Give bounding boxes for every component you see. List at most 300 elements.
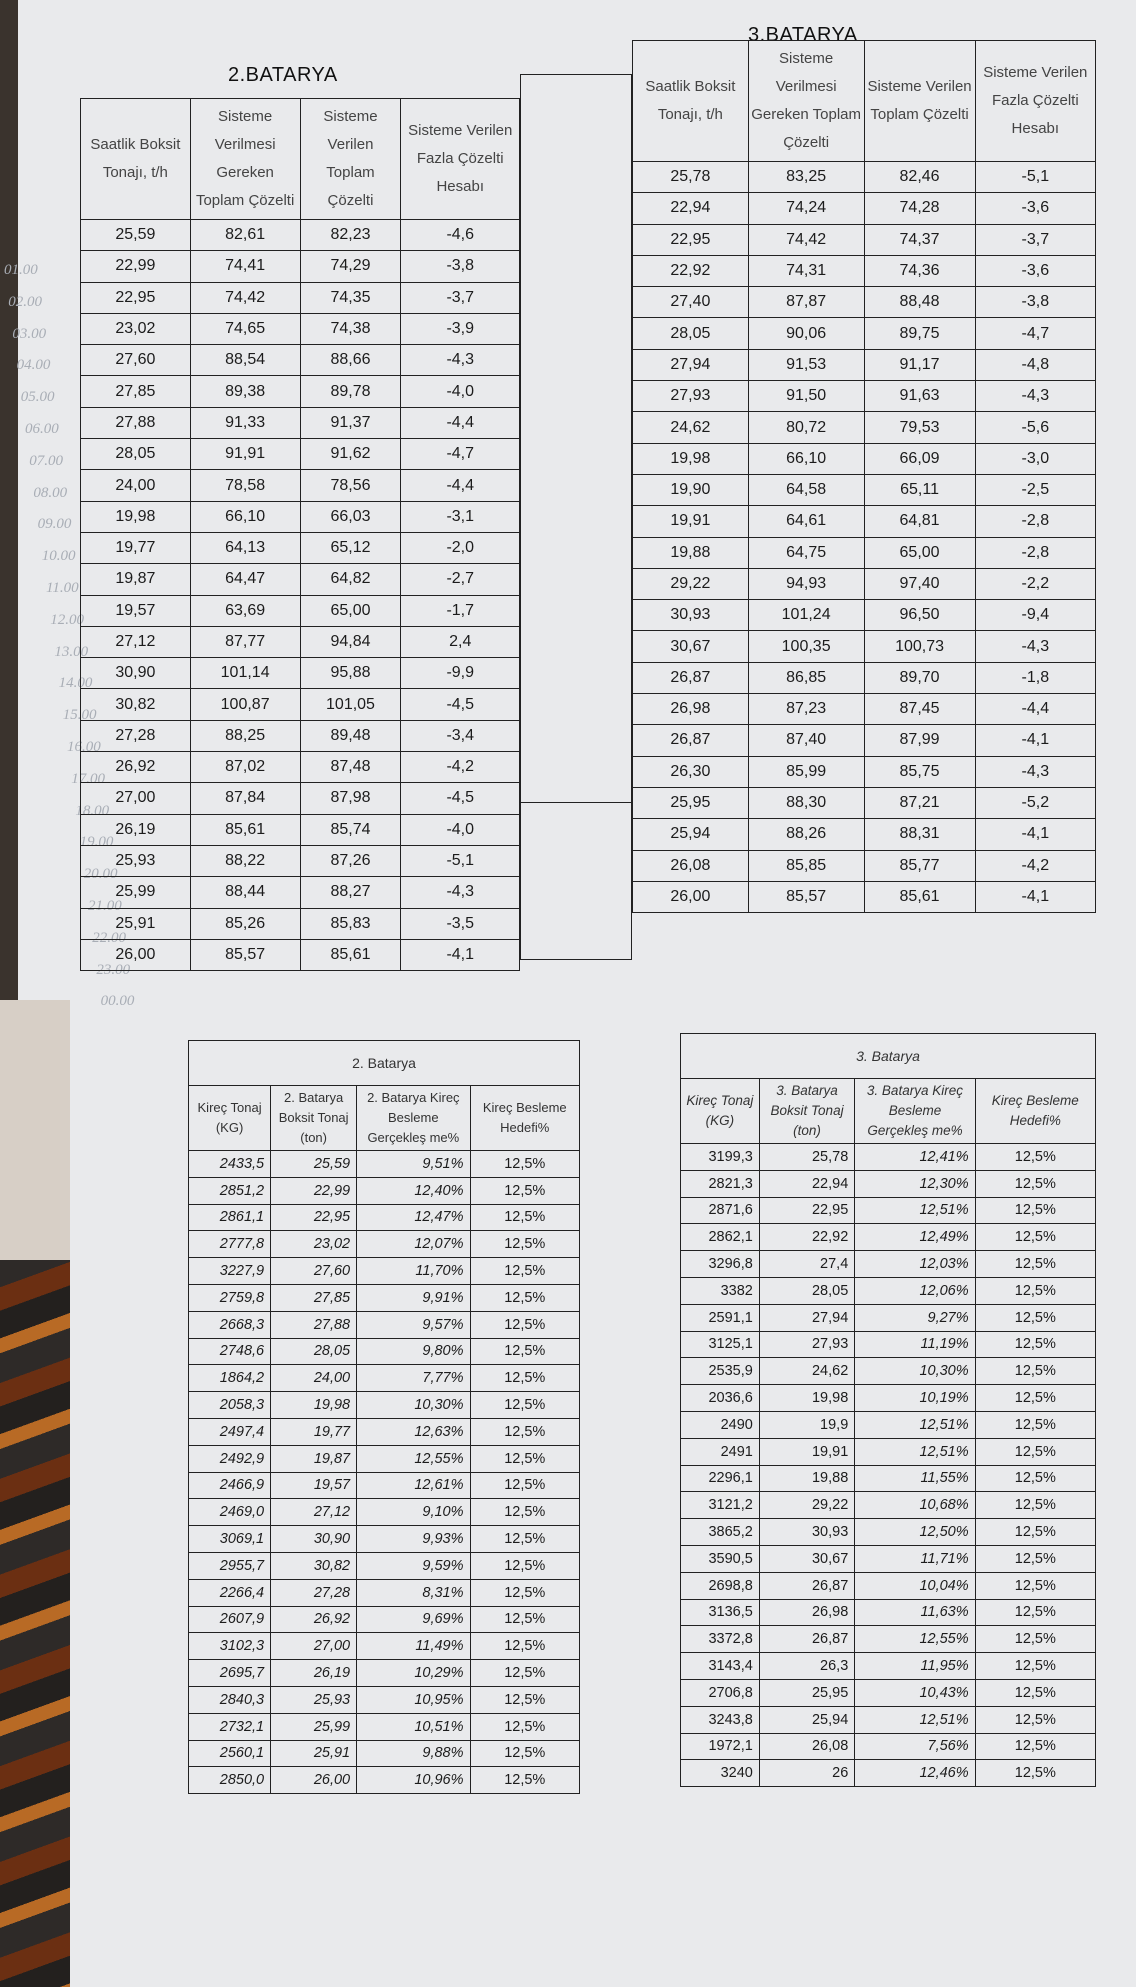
table-cell: 24,00	[271, 1365, 357, 1392]
table-cell: 12,5%	[470, 1151, 580, 1178]
table-cell: 2668,3	[189, 1311, 271, 1338]
table-cell: 23,02	[81, 313, 191, 344]
table-row	[633, 694, 1096, 725]
table-row	[681, 1358, 1096, 1385]
table-row	[681, 1733, 1096, 1760]
table-row	[189, 1365, 580, 1392]
table-cell: -4,1	[975, 819, 1095, 850]
table-cell: 91,91	[190, 439, 300, 470]
table-cell: 2871,6	[681, 1197, 760, 1224]
table-row	[81, 407, 520, 438]
table-cell: 12,06%	[855, 1277, 975, 1304]
table-cell: 88,30	[748, 787, 864, 818]
table-cell: 22,94	[633, 193, 749, 224]
table-cell: 87,84	[190, 783, 300, 814]
table-row	[189, 1418, 580, 1445]
table-cell: 2840,3	[189, 1686, 271, 1713]
table-cell: 25,59	[271, 1151, 357, 1178]
table-cell: 26,08	[759, 1733, 854, 1760]
table-cell: 12,47%	[357, 1204, 470, 1231]
table-cell: 23,02	[271, 1231, 357, 1258]
table-cell: -3,9	[401, 313, 520, 344]
table-cell: 26,98	[759, 1599, 854, 1626]
table-cell: 22,92	[633, 255, 749, 286]
table-cell: 82,46	[864, 162, 975, 193]
table-cell: -2,8	[975, 537, 1095, 568]
table-row	[681, 1465, 1096, 1492]
table-cell: 11,63%	[855, 1599, 975, 1626]
table-cell: 10,19%	[855, 1385, 975, 1412]
table-row	[189, 1713, 580, 1740]
table-cell: 19,98	[633, 443, 749, 474]
table-cell: 27,00	[81, 783, 191, 814]
table-cell: 26,87	[633, 725, 749, 756]
table-cell: 74,65	[190, 313, 300, 344]
table-cell: 94,93	[748, 568, 864, 599]
table-cell: 19,98	[271, 1392, 357, 1419]
table-cell: 101,05	[300, 689, 401, 720]
table-cell: 12,5%	[975, 1519, 1095, 1546]
table-row	[633, 318, 1096, 349]
hour-note: 12.00	[50, 611, 84, 628]
table-cell: 26,92	[81, 752, 191, 783]
table-cell: 25,95	[759, 1679, 854, 1706]
table-cell: 12,41%	[855, 1144, 975, 1171]
table-cell: 12,5%	[470, 1445, 580, 1472]
table-cell: 2759,8	[189, 1284, 271, 1311]
table-cell: 9,93%	[357, 1526, 470, 1553]
table-row	[81, 501, 520, 532]
table-cell: 11,55%	[855, 1465, 975, 1492]
table-cell: 24,00	[81, 470, 191, 501]
table-cell: 2466,9	[189, 1472, 271, 1499]
table-cell: 3372,8	[681, 1626, 760, 1653]
table-cell: -4,6	[401, 220, 520, 251]
table-cell: 65,00	[864, 537, 975, 568]
table-cell: 80,72	[748, 412, 864, 443]
table-cell: 12,5%	[470, 1338, 580, 1365]
table-cell: 78,58	[190, 470, 300, 501]
table-row	[633, 725, 1096, 756]
header-bauxite-tonnage: 3. Batarya Boksit Tonaj (ton)	[759, 1079, 854, 1144]
table-cell: 12,5%	[975, 1170, 1095, 1197]
table-cell: 91,53	[748, 349, 864, 380]
table-cell: 3143,4	[681, 1653, 760, 1680]
table-cell: 12,5%	[470, 1392, 580, 1419]
table-row	[633, 412, 1096, 443]
table-cell: 27,85	[81, 376, 191, 407]
hour-note: 14.00	[58, 675, 93, 692]
table-cell: 22,95	[759, 1197, 854, 1224]
table-cell: 100,87	[190, 689, 300, 720]
hour-note: 08.00	[33, 484, 68, 501]
table-row	[681, 1492, 1096, 1519]
hour-note: 06.00	[25, 421, 59, 437]
table-cell: 1864,2	[189, 1365, 271, 1392]
table-cell: 11,95%	[855, 1653, 975, 1680]
table-row	[681, 1760, 1096, 1787]
table-cell: 19,98	[81, 501, 191, 532]
table-row	[81, 251, 520, 282]
table-row	[189, 1392, 580, 1419]
table-cell: 27,4	[759, 1251, 854, 1278]
table-cell: 7,77%	[357, 1365, 470, 1392]
table-cell: 12,5%	[470, 1284, 580, 1311]
table-row	[189, 1231, 580, 1258]
table-cell: 2535,9	[681, 1358, 760, 1385]
table-cell: 65,12	[300, 532, 401, 563]
header-bauxite-tonnage: 2. Batarya Boksit Tonaj (ton)	[271, 1086, 357, 1151]
table-cell: 26,00	[81, 939, 191, 970]
table-cell: 88,66	[300, 345, 401, 376]
table-row	[633, 819, 1096, 850]
table-cell: -3,8	[975, 287, 1095, 318]
table-cell: 85,61	[190, 814, 300, 845]
table-cell: 12,5%	[975, 1679, 1095, 1706]
table-cell: 74,41	[190, 251, 300, 282]
table-row	[81, 752, 520, 783]
table-cell: 2695,7	[189, 1660, 271, 1687]
table-cell: 88,54	[190, 345, 300, 376]
table-cell: 11,19%	[855, 1331, 975, 1358]
table-row	[189, 1284, 580, 1311]
table-cell: 100,35	[748, 631, 864, 662]
battery-3-title: 3.BATARYA	[748, 24, 858, 46]
table-cell: 91,62	[300, 439, 401, 470]
table-cell: 88,25	[190, 720, 300, 751]
table-cell: -4,4	[975, 694, 1095, 725]
table-cell: 27,88	[81, 407, 191, 438]
table-cell: 79,53	[864, 412, 975, 443]
table-cell: -5,1	[975, 162, 1095, 193]
table-cell: 9,57%	[357, 1311, 470, 1338]
table-cell: 66,03	[300, 501, 401, 532]
table-cell: 101,24	[748, 600, 864, 631]
table-row	[189, 1660, 580, 1687]
table-cell: 30,93	[633, 600, 749, 631]
table-cell: -2,8	[975, 506, 1095, 537]
table-cell: 26,3	[759, 1653, 854, 1680]
table-row	[81, 814, 520, 845]
table-row	[81, 282, 520, 313]
table-cell: 74,37	[864, 224, 975, 255]
table-row	[633, 506, 1096, 537]
hour-note: 19.00	[79, 834, 114, 851]
table-cell: 10,51%	[357, 1713, 470, 1740]
table-row	[633, 600, 1096, 631]
header-given-solution: Sisteme Verilen Toplam Çözelti	[864, 41, 975, 162]
table-cell: 2591,1	[681, 1304, 760, 1331]
table-cell: 10,04%	[855, 1572, 975, 1599]
header-lime-tonnage: Kireç Tonaj (KG)	[681, 1079, 760, 1144]
table-cell: -4,3	[975, 381, 1095, 412]
table-cell: 66,09	[864, 443, 975, 474]
table-cell: 22,92	[759, 1224, 854, 1251]
table-cell: 24,62	[633, 412, 749, 443]
table-cell: 25,99	[271, 1713, 357, 1740]
table-cell: 12,5%	[975, 1411, 1095, 1438]
table-cell: 22,95	[633, 224, 749, 255]
table-cell: 26,87	[633, 662, 749, 693]
table-row	[633, 349, 1096, 380]
table-row	[189, 1151, 580, 1178]
table-cell: -3,0	[975, 443, 1095, 474]
table-cell: 8,31%	[357, 1579, 470, 1606]
hour-note: 15.00	[62, 707, 97, 724]
table-cell: 19,9	[759, 1411, 854, 1438]
table-cell: 12,51%	[855, 1411, 975, 1438]
table-cell: 85,99	[748, 756, 864, 787]
table-cell: 85,26	[190, 908, 300, 939]
table-cell: 30,93	[759, 1519, 854, 1546]
table-cell: 28,05	[271, 1338, 357, 1365]
table-row	[81, 595, 520, 626]
table-cell: 89,48	[300, 720, 401, 751]
hour-note: 11.00	[46, 580, 79, 596]
battery-3-lime-table	[680, 1033, 1096, 1787]
table-cell: 22,95	[81, 282, 191, 313]
header-required-solution: Sisteme Verilmesi Gereken Toplam Çözelti	[190, 99, 300, 220]
hour-note: 05.00	[20, 389, 55, 406]
table-cell: 26,08	[633, 850, 749, 881]
table-cell: 87,02	[190, 752, 300, 783]
table-cell: 25,91	[271, 1740, 357, 1767]
header-required-solution: Sisteme Verilmesi Gereken Toplam Çözelti	[748, 41, 864, 162]
table-cell: 3243,8	[681, 1706, 760, 1733]
table-cell: 3069,1	[189, 1526, 271, 1553]
table-row	[81, 626, 520, 657]
header-excess-solution: Sisteme Verilen Fazla Çözelti Hesabı	[975, 41, 1095, 162]
table-cell: 87,87	[748, 287, 864, 318]
table-cell: 29,22	[633, 568, 749, 599]
table-cell: 3296,8	[681, 1251, 760, 1278]
table-cell: -4,2	[401, 752, 520, 783]
table-cell: 25,78	[759, 1144, 854, 1171]
table-cell: 12,5%	[975, 1465, 1095, 1492]
table-cell: 100,73	[864, 631, 975, 662]
table-cell: 3590,5	[681, 1545, 760, 1572]
table-cell: -3,6	[975, 255, 1095, 286]
table-cell: 3382	[681, 1277, 760, 1304]
table-cell: 12,51%	[855, 1706, 975, 1733]
table-cell: 12,5%	[470, 1740, 580, 1767]
table-cell: 85,83	[300, 908, 401, 939]
table-cell: 2607,9	[189, 1606, 271, 1633]
table-cell: 19,98	[759, 1385, 854, 1412]
hour-note: 00.00	[100, 993, 135, 1010]
table-cell: -4,1	[975, 881, 1095, 912]
table-cell: 2,4	[401, 626, 520, 657]
battery-3-solution-table	[632, 40, 1096, 913]
hour-note: 07.00	[29, 452, 63, 469]
table-cell: 2560,1	[189, 1740, 271, 1767]
table-row	[633, 224, 1096, 255]
table-cell: 12,30%	[855, 1170, 975, 1197]
table-row	[633, 537, 1096, 568]
table-cell: 2732,1	[189, 1713, 271, 1740]
table-cell: 12,5%	[975, 1251, 1095, 1278]
battery-3-lime-title: 3. Batarya	[681, 1034, 1096, 1079]
table-cell: 30,67	[759, 1545, 854, 1572]
table-cell: 22,95	[271, 1204, 357, 1231]
table-cell: 25,94	[759, 1706, 854, 1733]
table-cell: 85,57	[190, 939, 300, 970]
table-cell: 25,78	[633, 162, 749, 193]
table-cell: 74,42	[190, 282, 300, 313]
table-cell: 64,47	[190, 564, 300, 595]
table-cell: 30,90	[81, 658, 191, 689]
table-cell: -2,0	[401, 532, 520, 563]
table-cell: 12,5%	[470, 1660, 580, 1687]
table-cell: 2850,0	[189, 1767, 271, 1794]
hour-note: 17.00	[71, 770, 105, 787]
table-cell: 74,42	[748, 224, 864, 255]
table-cell: -4,3	[401, 345, 520, 376]
table-cell: 12,5%	[470, 1606, 580, 1633]
table-row	[633, 255, 1096, 286]
battery-2-solution-table	[80, 98, 520, 971]
table-cell: 74,29	[300, 251, 401, 282]
table-cell: 12,55%	[855, 1626, 975, 1653]
table-cell: 12,5%	[470, 1472, 580, 1499]
table-cell: 12,5%	[470, 1579, 580, 1606]
table-cell: 27,40	[633, 287, 749, 318]
table-row	[189, 1445, 580, 1472]
table-row	[633, 881, 1096, 912]
table-cell: 9,59%	[357, 1552, 470, 1579]
table-cell: -4,3	[401, 877, 520, 908]
table-cell: 12,49%	[855, 1224, 975, 1251]
table-cell: 11,49%	[357, 1633, 470, 1660]
table-cell: 9,80%	[357, 1338, 470, 1365]
table-cell: 101,14	[190, 658, 300, 689]
table-cell: -4,0	[401, 814, 520, 845]
table-cell: 12,5%	[470, 1418, 580, 1445]
table-cell: -4,5	[401, 783, 520, 814]
table-cell: 28,05	[633, 318, 749, 349]
table-row	[189, 1579, 580, 1606]
table-cell: -3,8	[401, 251, 520, 282]
table-cell: 22,99	[271, 1177, 357, 1204]
table-cell: 19,87	[81, 564, 191, 595]
table-row	[189, 1767, 580, 1794]
table-cell: 74,28	[864, 193, 975, 224]
table-row	[189, 1633, 580, 1660]
table-cell: 2861,1	[189, 1204, 271, 1231]
table-cell: 83,25	[748, 162, 864, 193]
table-cell: 87,26	[300, 845, 401, 876]
table-cell: 2036,6	[681, 1385, 760, 1412]
table-cell: 27,12	[271, 1499, 357, 1526]
table-cell: 27,28	[81, 720, 191, 751]
table-row	[681, 1197, 1096, 1224]
table-cell: 10,68%	[855, 1492, 975, 1519]
hour-note: 03.00	[12, 325, 47, 342]
table-row	[633, 474, 1096, 505]
table-cell: 85,75	[864, 756, 975, 787]
hour-note: 18.00	[75, 802, 110, 819]
table-row	[81, 470, 520, 501]
table-cell: 12,5%	[470, 1713, 580, 1740]
table-cell: 66,10	[748, 443, 864, 474]
table-cell: 12,63%	[357, 1418, 470, 1445]
table-cell: 74,35	[300, 282, 401, 313]
header-lime-feed-actual: 3. Batarya Kireç Besleme Gerçekleş me%	[855, 1079, 975, 1144]
table-cell: 78,56	[300, 470, 401, 501]
table-cell: 95,88	[300, 658, 401, 689]
table-cell: 9,27%	[855, 1304, 975, 1331]
table-cell: 10,95%	[357, 1686, 470, 1713]
table-row	[681, 1304, 1096, 1331]
table-cell: 74,24	[748, 193, 864, 224]
table-cell: 12,5%	[470, 1365, 580, 1392]
table-row	[189, 1311, 580, 1338]
table-cell: 89,75	[864, 318, 975, 349]
table-row	[633, 850, 1096, 881]
table-cell: 29,22	[759, 1492, 854, 1519]
table-cell: 87,23	[748, 694, 864, 725]
hour-note: 23.00	[96, 961, 131, 978]
table-cell: 2777,8	[189, 1231, 271, 1258]
table-row	[633, 287, 1096, 318]
table-cell: 12,5%	[470, 1258, 580, 1285]
battery-2-lime-table	[188, 1040, 580, 1794]
table-cell: 91,17	[864, 349, 975, 380]
table-cell: 26,30	[633, 756, 749, 787]
table-cell: 2748,6	[189, 1338, 271, 1365]
table-cell: 12,5%	[975, 1358, 1095, 1385]
header-excess-solution: Sisteme Verilen Fazla Çözelti Hesabı	[401, 99, 520, 220]
table-cell: 10,30%	[855, 1358, 975, 1385]
table-cell: 86,85	[748, 662, 864, 693]
table-cell: 19,91	[759, 1438, 854, 1465]
table-cell: 26,19	[81, 814, 191, 845]
table-cell: 85,61	[300, 939, 401, 970]
table-cell: 26,87	[759, 1626, 854, 1653]
table-cell: 25,93	[81, 845, 191, 876]
table-cell: -5,1	[401, 845, 520, 876]
table-cell: 12,40%	[357, 1177, 470, 1204]
header-bauxite-tonnage: Saatlik Boksit Tonajı, t/h	[633, 41, 749, 162]
table-cell: 87,48	[300, 752, 401, 783]
table-row	[189, 1258, 580, 1285]
table-cell: 28,05	[759, 1277, 854, 1304]
table-cell: 12,5%	[975, 1331, 1095, 1358]
table-cell: 19,90	[633, 474, 749, 505]
table-cell: 30,82	[81, 689, 191, 720]
table-cell: 12,5%	[470, 1526, 580, 1553]
table-cell: 91,50	[748, 381, 864, 412]
table-cell: 12,46%	[855, 1760, 975, 1787]
table-cell: 87,99	[864, 725, 975, 756]
table-row	[81, 439, 520, 470]
table-row	[81, 658, 520, 689]
table-cell: 19,57	[81, 595, 191, 626]
table-cell: 27,94	[759, 1304, 854, 1331]
table-cell: 25,95	[633, 787, 749, 818]
table-cell: 64,75	[748, 537, 864, 568]
table-cell: 27,88	[271, 1311, 357, 1338]
table-cell: 12,5%	[470, 1231, 580, 1258]
table-cell: 22,99	[81, 251, 191, 282]
table-cell: 2955,7	[189, 1552, 271, 1579]
table-cell: 2469,0	[189, 1499, 271, 1526]
table-cell: 88,22	[190, 845, 300, 876]
table-cell: 2492,9	[189, 1445, 271, 1472]
table-cell: 30,82	[271, 1552, 357, 1579]
table-cell: -2,5	[975, 474, 1095, 505]
table-cell: 3240	[681, 1760, 760, 1787]
